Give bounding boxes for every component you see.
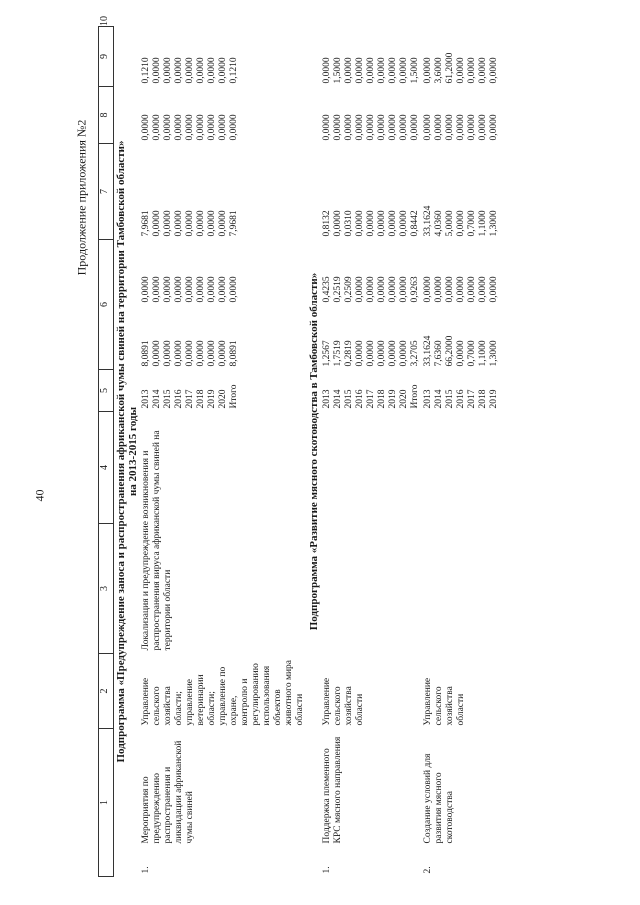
col-7-values: 0,4235 0,2519 0,2509 0,0000 0,0000 0,0000 0,0000 0,0000 0,9263 [322,276,420,303]
row-number: 1. [322,866,332,874]
subprogram-1-title: Подпрограмма «Предупреждение заноса и распространения африканской чумы свиней на территории Тамбовской области» [115,140,127,763]
col-7-values: 0,0000 0,0000 0,0000 0,0000 0,0000 0,0000 0,0000 [423,276,499,303]
expected-result [422,412,501,654]
col-10-values: 0,1210 0,0000 0,0000 0,0000 0,0000 0,0000 0,0000 0,0000 0,1210 [141,57,239,84]
table-container [98,16,618,877]
subprogram-2-title: Подпрограмма «Развитие мясного скотоводства в Тамбовской области» [308,272,320,631]
executor: Управление сельского хозяйства области; управление ветеринарии области; управление по охране, контролю и регулированию использования объектов животного мира области [141,659,305,726]
table-row [422,27,501,877]
col-6-values: 33,1624 7,6360 66,2000 0,0000 0,7000 1,1000 1,3000 [423,335,499,367]
col-6-values: 8,0891 0,0000 0,0000 0,0000 0,0000 0,0000 0,0000 0,0000 8,0891 [141,340,239,367]
row-number: 2. [423,866,433,874]
rotated-table-frame [98,16,618,877]
subprogram-title-row [114,27,141,877]
header-col-5: 5 [99,370,114,412]
table-row [140,27,307,877]
measure-name: Поддержка племенного КРС мясного направления [322,736,343,844]
col-7-values: 0,0000 0,0000 0,0000 0,0000 0,0000 0,0000 0,0000 0,0000 0,0000 [141,276,239,303]
row-number: 1. [141,866,151,874]
header-col-2: 2 [99,654,114,729]
measure-name: Мероприятия по предупреждению распространения и ликвидации африканской чумы свиней [141,740,195,844]
col-8-values: 0,8132 0,0000 0,0310 0,0000 0,0000 0,0000 0,0000 0,0000 0,8442 [322,210,420,237]
expected-result [321,412,422,654]
col-8-values: 7,9681 0,0000 0,0000 0,0000 0,0000 0,0000 0,0000 0,0000 7,9681 [141,210,239,237]
budget-table [98,16,501,877]
subprogram-title-row [307,27,321,877]
expected-result: Локализация и предупреждение возникновения и распространения вируса африканской чумы свиней на территории области [141,430,173,651]
header-col-3: 3 [99,524,114,654]
col-9-values: 0,0000 0,0000 0,0000 0,0000 0,0000 0,0000 0,0000 0,0000 0,0000 [322,114,420,141]
executor: Управление сельского хозяйства области [322,677,365,726]
col-10-values: 0,0000 1,5000 0,0000 0,0000 0,0000 0,0000 0,0000 0,0000 1,5000 [322,57,420,84]
header-col-6: 6 [99,240,114,370]
years-list: 2013 2014 2015 2016 2017 2018 2019 [423,389,499,409]
years-list: 2013 2014 2015 2016 2017 2018 2019 2020 Итого [141,384,239,409]
col-10-values: 0,0000 3,6000 61,2000 0,0000 0,0000 0,0000 0,0000 [423,52,499,84]
header-col-1: 1 [99,729,114,877]
subprogram-1-period: на 2013-2015 годы [127,406,139,497]
header-col-9: 9 [99,27,114,87]
years-list: 2013 2014 2015 2016 2017 2018 2019 2020 Итого [322,384,420,409]
header-col-7: 7 [99,144,114,240]
measure-name: Создание условий для развития мясного скотоводства [423,753,455,844]
col-9-values: 0,0000 0,0000 0,0000 0,0000 0,0000 0,0000 0,0000 0,0000 0,0000 [141,114,239,141]
header-col-8: 8 [99,87,114,144]
table-row [321,27,422,877]
col-8-values: 33,1624 4,0360 5,0000 0,0000 0,7000 1,1000 1,3000 [423,205,499,237]
col-6-values: 1,2567 1,7519 0,2819 0,0000 0,0000 0,0000 0,0000 0,0000 3,2705 [322,340,420,367]
column-number-header: 1 2 3 4 5 6 7 8 9 10 [99,27,114,877]
page-number: 40 [32,489,47,502]
executor: Управление сельского хозяйства области [423,677,466,726]
continuation-label: Продолжение приложения №2 [74,119,89,276]
col-9-values: 0,0000 0,0000 0,0000 0,0000 0,0000 0,0000 0,0000 [423,114,499,141]
header-col-4: 4 [99,412,114,524]
